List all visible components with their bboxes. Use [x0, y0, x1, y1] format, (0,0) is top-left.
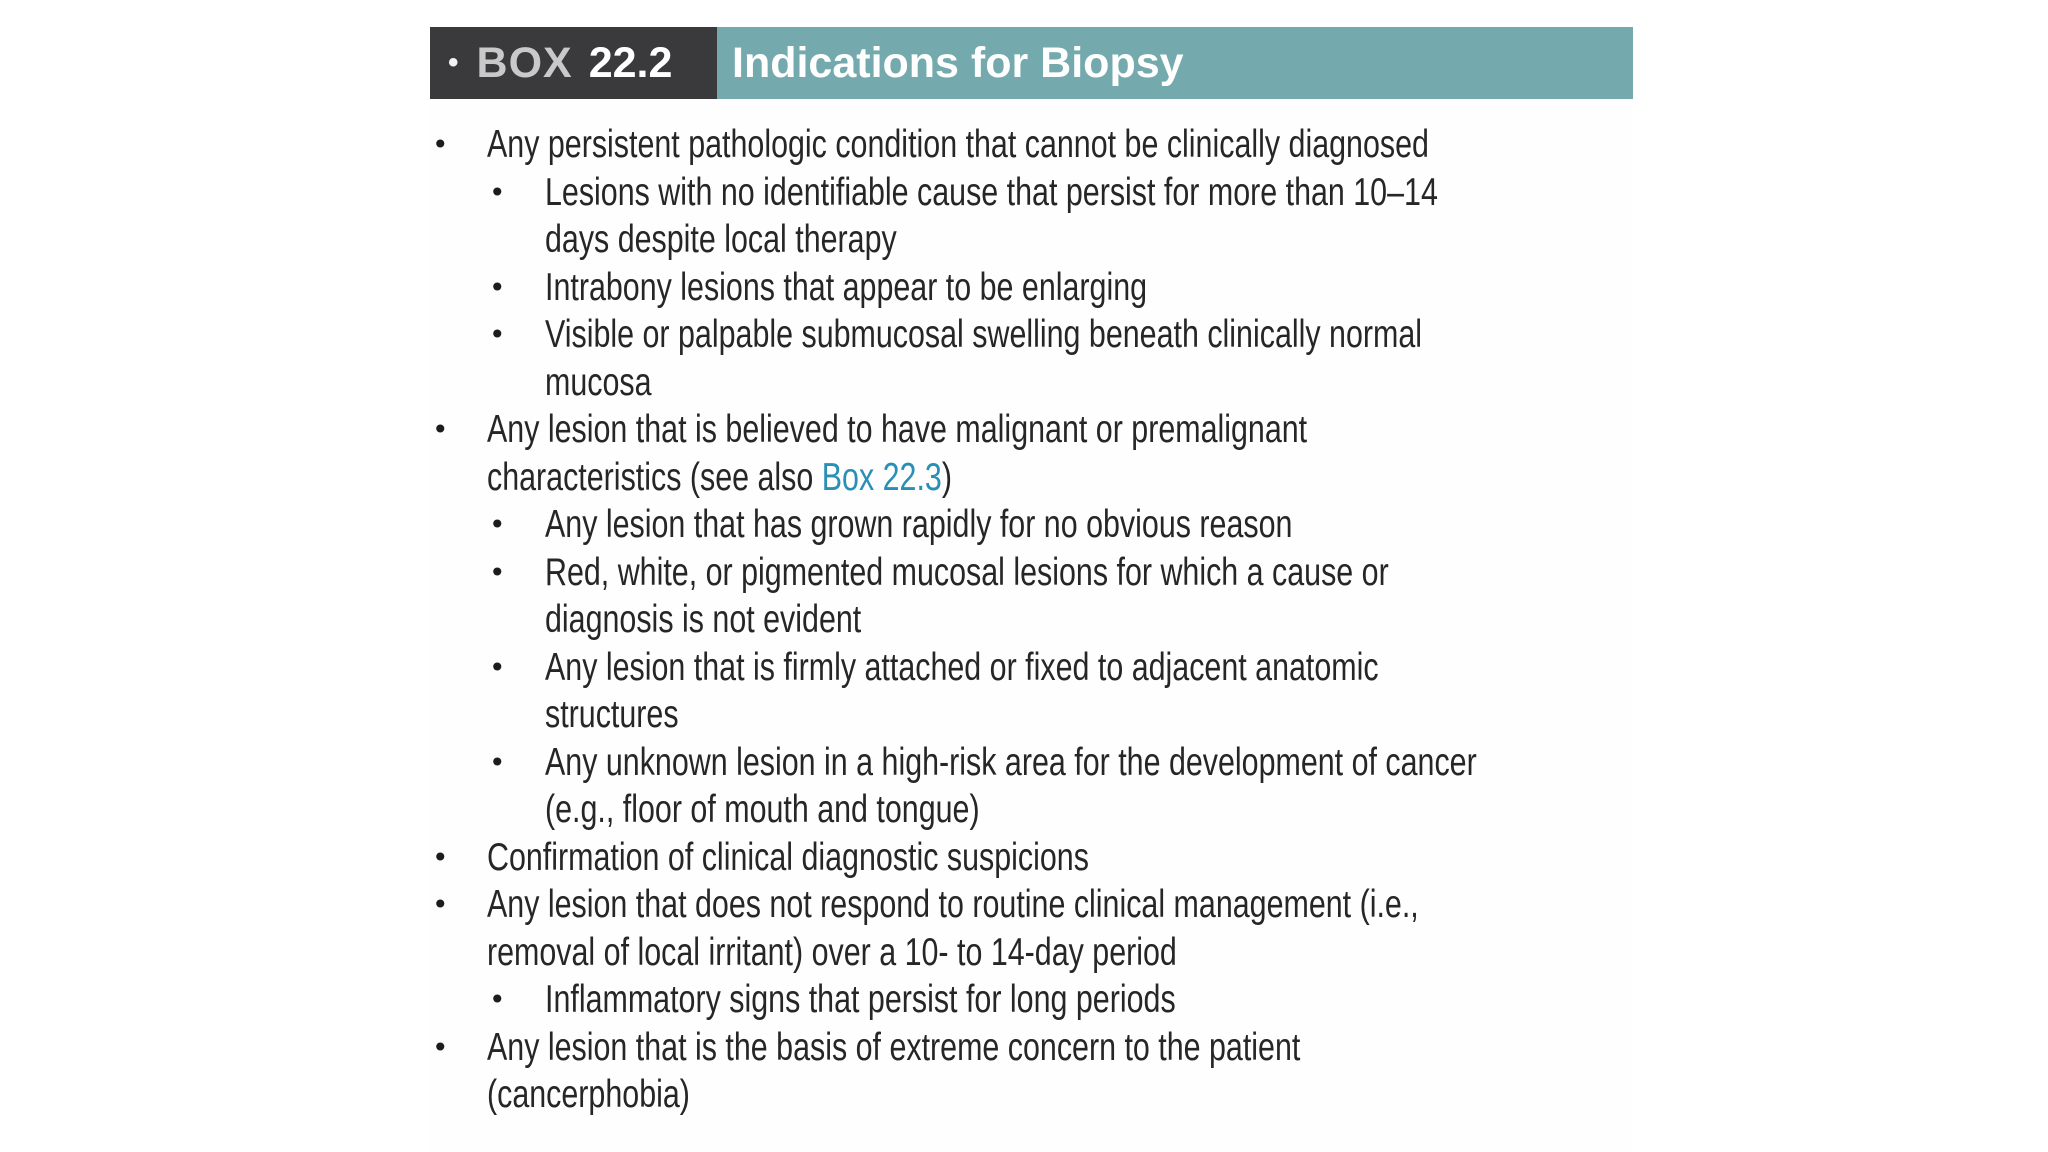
list-item-text: Any unknown lesion in a high-risk area for the development of cancer	[545, 740, 1477, 784]
list-item-text: Any lesion that is the basis of extreme concern to the patient	[487, 1025, 1301, 1069]
list-item-continuation	[430, 454, 1633, 502]
list-item-text: (e.g., floor of mouth and tongue)	[545, 788, 980, 831]
bullet-icon: •	[432, 840, 449, 874]
list-item-continuation	[430, 216, 1633, 264]
list-item	[430, 311, 1633, 359]
header-bullet-icon: •	[448, 46, 459, 79]
list-item-continuation	[430, 929, 1633, 977]
list-item	[430, 834, 1633, 882]
list-item-text: Intrabony lesions that appear to be enlarging	[545, 265, 1148, 309]
box-word: BOX	[476, 38, 573, 87]
bullet-icon: •	[489, 650, 506, 684]
list-item	[430, 264, 1633, 312]
list-item-text: mucosa	[545, 360, 652, 404]
bullet-icon: •	[489, 555, 506, 589]
list-item-text: Visible or palpable submucosal swelling beneath clinically normal	[545, 313, 1423, 356]
list-item	[430, 406, 1633, 454]
list-item-text: days despite local therapy	[545, 218, 897, 261]
box-title-bar	[717, 27, 1633, 99]
list-item-text: diagnosis is not evident	[545, 598, 862, 641]
bullet-icon: •	[489, 175, 506, 209]
list-item-text: Any lesion that is firmly attached or fixed to adjacent anatomic	[545, 645, 1379, 689]
list-item	[430, 121, 1633, 169]
bullet-icon: •	[489, 270, 506, 304]
list-item	[430, 644, 1633, 692]
list-item-text: Red, white, or pigmented mucosal lesions for which a cause or	[545, 550, 1389, 594]
list-item-text: Any persistent pathologic condition that cannot be clinically diagnosed	[487, 123, 1429, 166]
list-item-text: Any lesion that is believed to have malignant or premalignant	[487, 408, 1308, 451]
list-item-text: (cancerphobia)	[487, 1073, 690, 1116]
list-item-text: Any lesion that does not respond to routine clinical management (i.e.,	[487, 883, 1419, 926]
list-item-continuation	[430, 691, 1633, 739]
box-header	[430, 27, 1633, 99]
list-item	[430, 501, 1633, 549]
box-number: 22.2	[588, 38, 673, 87]
list-item-continuation	[430, 359, 1633, 407]
list-item-text: removal of local irritant) over a 10- to 14-day period	[487, 930, 1177, 974]
list-item	[430, 549, 1633, 597]
list-item	[430, 739, 1633, 787]
list-item-continuation	[430, 786, 1633, 834]
list-item-continuation	[430, 596, 1633, 644]
indications-list	[430, 121, 1633, 1119]
bullet-icon: •	[489, 745, 506, 779]
list-item-text: )	[941, 455, 952, 499]
bullet-icon: •	[489, 508, 506, 541]
bullet-icon: •	[432, 1030, 449, 1064]
indications-box	[430, 27, 1633, 1152]
list-item-text: Confirmation of clinical diagnostic suspicions	[487, 835, 1089, 879]
list-item-text: Any lesion that has grown rapidly for no obvious reason	[545, 503, 1293, 546]
bullet-icon: •	[432, 413, 449, 446]
list-item-text: Lesions with no identifiable cause that persist for more than 10–14	[545, 170, 1438, 214]
box-title: Indications for Biopsy	[732, 38, 1184, 87]
list-item	[430, 169, 1633, 217]
bullet-icon: •	[489, 983, 506, 1016]
list-item	[430, 976, 1633, 1024]
list-item-text-with-link	[487, 454, 952, 502]
box-label	[430, 27, 717, 99]
list-item-text: characteristics (see also	[487, 455, 822, 499]
list-item-continuation	[430, 1071, 1633, 1119]
bullet-icon: •	[432, 888, 449, 921]
list-item	[430, 881, 1633, 929]
list-item-text: structures	[545, 693, 679, 736]
bullet-icon: •	[489, 318, 506, 351]
bullet-icon: •	[432, 128, 449, 161]
list-item-text: Inflammatory signs that persist for long periods	[545, 978, 1176, 1021]
box-22-3-link[interactable]: Box 22.3	[821, 455, 942, 499]
list-item	[430, 1024, 1633, 1072]
